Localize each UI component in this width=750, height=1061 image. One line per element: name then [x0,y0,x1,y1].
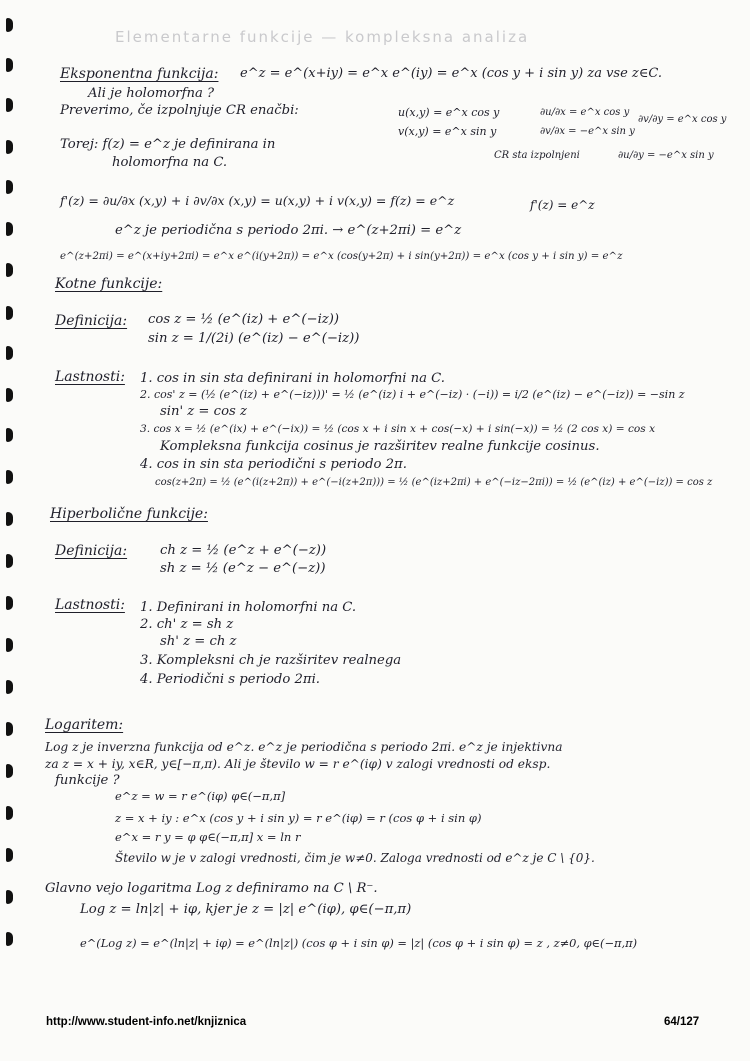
hyp-def-sh: sh z = ½ (e^z − e^(−z)) [160,561,326,576]
log-line-9: Log z = ln|z| + iφ, kjer je z = |z| e^(iφ), φ∈(−π,π) [80,902,412,917]
log-line-2: za z = x + iy, x∈R, y∈[−π,π). Ali je število w = r e^(iφ) v zalogi vrednosti od eksp. [45,757,551,771]
binder-hole [6,58,13,72]
log-line-4: e^z = w = r e^(iφ) φ∈(−π,π] [115,789,286,803]
binder-hole [6,428,13,442]
exp-periodic: e^z je periodična s periodo 2πi. → e^(z+2πi) = e^z [115,223,462,238]
trig-prop-2: 2. cos' z = (½ (e^(iz) + e^(−iz)))' = ½ (e^(iz) i + e^(−iz) · (−i)) = i/2 (e^(iz) − e^(−iz)) = −sin z [140,388,685,401]
hyp-def-ch: ch z = ½ (e^z + e^(−z)) [160,543,327,558]
hyp-properties-label: Lastnosti: [55,597,125,613]
trig-prop-3b: Kompleksna funkcija cosinus je razširitev realne funkcije cosinus. [160,439,600,454]
exp-heading: Eksponentna funkcija: [60,66,219,82]
hyp-prop-4: 4. Periodični s periodo 2πi. [140,672,320,687]
exp-therefore: Torej: f(z) = e^z je definirana in [60,137,276,152]
binder-hole [6,512,13,526]
trig-definition-label: Definicija: [55,313,128,329]
binder-hole [6,388,13,402]
exp-cr-dv-dy: ∂v/∂y = e^x cos y [638,114,727,125]
exp-cr-u: u(x,y) = e^x cos y [398,106,500,119]
binder-hole [6,638,13,652]
exp-holomorphic-on-c: holomorfna na C. [112,155,228,170]
binder-hole [6,680,13,694]
binder-hole [6,263,13,277]
hyp-prop-3: 3. Kompleksni ch je razširitev realnega [140,653,402,668]
exp-check-cr: Preverimo, če izpolnjuje CR enačbi: [60,103,299,118]
exp-periodic-proof: e^(z+2πi) = e^(x+iy+2πi) = e^x e^(i(y+2π)) = e^x (cos(y+2π) + i sin(y+2π)) = e^x (cos y + i sin y) = e^z [60,251,623,262]
binder-holes [6,18,18,958]
hyp-prop-2: 2. ch' z = sh z [140,617,234,632]
trig-heading: Kotne funkcije: [55,276,163,292]
log-line-10: e^(Log z) = e^(ln|z| + iφ) = e^(ln|z|) (cos φ + i sin φ) = |z| (cos φ + i sin φ) = z , z≠0, φ∈(−π,π) [80,936,638,950]
exp-holomorphic-question: Ali je holomorfna ? [88,86,215,101]
binder-hole [6,470,13,484]
binder-hole [6,932,13,946]
log-line-7: Število w je v zalogi vrednosti, čim je w≠0. Zaloga vrednosti od e^z je C \ {0}. [115,851,595,865]
binder-hole [6,222,13,236]
log-line-6: e^x = r y = φ φ∈(−π,π] x = ln r [115,830,301,844]
exp-cr-satisfied: CR sta izpolnjeni [494,150,580,161]
hyp-prop-2b: sh' z = ch z [160,634,237,649]
trig-prop-4b: cos(z+2π) = ½ (e^(i(z+2π)) + e^(−i(z+2π))) = ½ (e^(iz+2πi) + e^(−iz−2πi)) = ½ (e^(iz) + e^(−iz)) = cos z [155,477,713,488]
log-line-3: funkcije ? [55,773,120,788]
exp-cr-du-dx: ∂u/∂x = e^x cos y [540,107,630,118]
exp-definition: e^z = e^(x+iy) = e^x e^(iy) = e^x (cos y + i sin y) za vse z∈C. [240,66,663,81]
hyp-definition-label: Definicija: [55,543,128,559]
footer-page-number: 64/127 [664,1016,700,1028]
trig-def-sin: sin z = 1/(2i) (e^(iz) − e^(−iz)) [148,331,360,346]
trig-prop-1: 1. cos in sin sta definirani in holomorfni na C. [140,371,445,386]
binder-hole [6,18,13,32]
binder-hole [6,806,13,820]
exp-cr-v: v(x,y) = e^x sin y [398,125,497,138]
log-line-8: Glavno vejo logaritma Log z definiramo na C \ R⁻. [45,881,378,896]
log-heading: Logaritem: [45,717,124,733]
log-line-1: Log z je inverzna funkcija od e^z. e^z je periodična s periodo 2πi. e^z je injektivna [45,740,563,754]
binder-hole [6,764,13,778]
exp-derivative: f'(z) = ∂u/∂x (x,y) + i ∂v/∂x (x,y) = u(x,y) + i v(x,y) = f(z) = e^z [60,193,455,208]
binder-hole [6,722,13,736]
trig-def-cos: cos z = ½ (e^(iz) + e^(−iz)) [148,312,340,327]
binder-hole [6,306,13,320]
exp-cr-du-dy: ∂u/∂y = −e^x sin y [618,150,714,161]
hyp-prop-1: 1. Definirani in holomorfni na C. [140,600,357,615]
binder-hole [6,890,13,904]
binder-hole [6,140,13,154]
binder-hole [6,346,13,360]
binder-hole [6,848,13,862]
log-line-5: z = x + iy : e^x (cos y + i sin y) = r e^(iφ) = r (cos φ + i sin φ) [115,811,482,825]
binder-hole [6,98,13,112]
faint-header-title: Elementarne funkcije — kompleksna analiza [115,28,530,46]
footer-url: http://www.student-info.net/knjiznica [46,1016,247,1028]
exp-derivative-result: f'(z) = e^z [530,198,595,212]
trig-prop-3: 3. cos x = ½ (e^(ix) + e^(−ix)) = ½ (cos x + i sin x + cos(−x) + i sin(−x)) = ½ (2 cos x) = cos x [140,423,656,435]
trig-prop-4: 4. cos in sin sta periodični s periodo 2π. [140,457,407,472]
binder-hole [6,596,13,610]
trig-prop-2b: sin' z = cos z [160,404,247,419]
exp-cr-dv-dx: ∂v/∂x = −e^x sin y [540,126,635,137]
trig-properties-label: Lastnosti: [55,369,125,385]
hyp-heading: Hiperbolične funkcije: [50,506,208,522]
binder-hole [6,554,13,568]
binder-hole [6,180,13,194]
